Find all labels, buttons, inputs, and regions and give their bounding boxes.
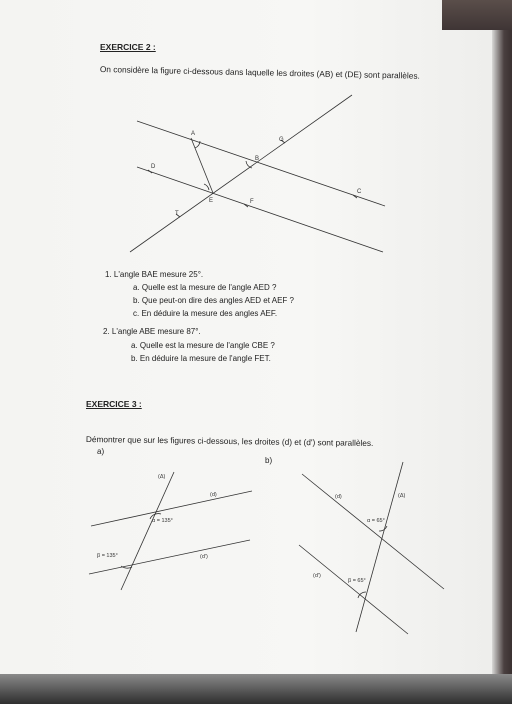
fig-b-angle-beta-arc xyxy=(358,592,366,598)
figure-b xyxy=(299,462,444,634)
question-2: 2. L'angle ABE mesure 87°. xyxy=(103,327,201,336)
figure-a-label: a) xyxy=(97,447,105,456)
fig-a-label-d: (d) xyxy=(210,492,217,498)
question-1a: a. Quelle est la mesure de l'angle AED ? xyxy=(133,283,277,292)
point-label-g: G xyxy=(279,137,284,143)
fig-a-label-alpha: α = 135° xyxy=(152,518,173,524)
fig-a-label-d-prime: (d') xyxy=(200,554,208,560)
fig-b-line-d-prime xyxy=(299,545,408,634)
fig-b-label-d-prime: (d') xyxy=(313,573,321,579)
fig-b-label-delta: (Δ) xyxy=(398,493,406,499)
point-label-f: F xyxy=(250,199,254,205)
exercise-3-title: EXERCICE 3 : xyxy=(86,399,142,409)
figure-b-label: b) xyxy=(265,456,273,465)
point-label-a: A xyxy=(191,131,196,137)
point-label-t: T xyxy=(175,211,179,217)
fig-b-angle-alpha-arc xyxy=(379,526,387,531)
point-label-b: B xyxy=(255,156,260,162)
figure-a xyxy=(89,472,252,590)
fig-b-label-beta: β = 65° xyxy=(348,578,366,584)
question-1: 1. L'angle BAE mesure 25°. xyxy=(105,270,204,279)
fig-a-label-beta: β = 135° xyxy=(97,553,118,559)
fig-b-label-d: (d) xyxy=(335,494,342,500)
exercise-3-intro: Démontrer que sur les figures ci-dessous, les droites (d) et (d') sont parallèles. xyxy=(85,434,374,449)
point-label-d: D xyxy=(151,164,156,170)
question-2b: b. En déduire la mesure de l'angle FET. xyxy=(131,354,271,363)
question-2a: a. Quelle est la mesure de l'angle CBE ? xyxy=(131,341,275,350)
exercise-2-title: EXERCICE 2 : xyxy=(100,42,156,52)
fig-a-label-delta: (Δ) xyxy=(158,474,166,480)
question-1c: c. En déduire la mesure des angles AEF. xyxy=(133,309,278,318)
fig-b-line-delta xyxy=(356,462,403,632)
fig-a-line-delta xyxy=(121,472,174,590)
point-label-e: E xyxy=(209,198,214,204)
question-1b: b. Que peut-on dire des angles AED et AEF ? xyxy=(133,296,294,305)
exercise-2-intro: On considère la figure ci-dessous dans laquelle les droites (AB) et (DE) sont parallèles. xyxy=(99,64,420,81)
point-label-c: C xyxy=(357,189,362,195)
fig-b-label-alpha: α = 65° xyxy=(367,518,385,524)
